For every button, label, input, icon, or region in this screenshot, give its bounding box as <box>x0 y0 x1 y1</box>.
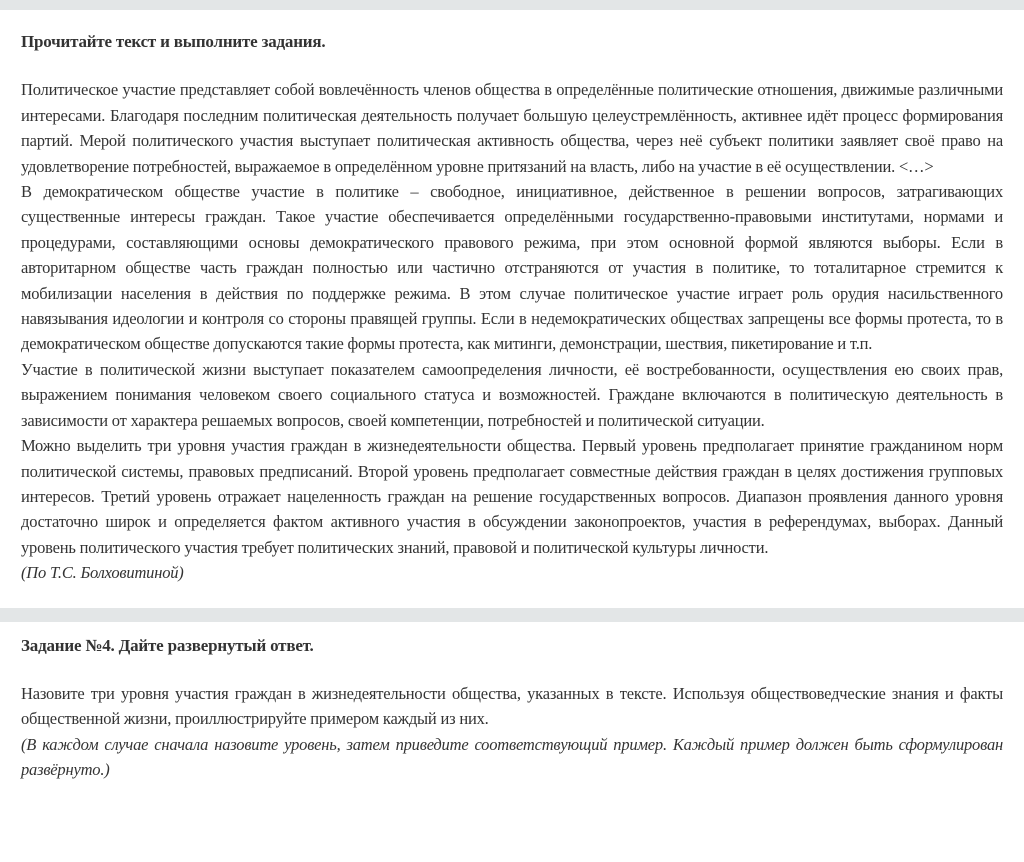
passage-paragraph-4: Можно выделить три уровня участия граждан в жизнедеятельности общества. Первый уровень предполагает принятие гражданином норм политической системы, правовых предписаний. Второй уровень предполагает совместные действия граждан в целях достижения групповых интересов. Третий уровень отражает нацеленность граждан на решение государственных вопросов. Диапазон проявления данного уровня достаточно широк и определяется фактом активного участия в обсуждении законопроектов, участия в референдумах, выборах. Данный уровень политического участия требует политических знаний, правовой и политической культуры личности. <box>21 436 1003 557</box>
task-body: Назовите три уровня участия граждан в жизнедеятельности общества, указанных в тексте. Используя обществоведческие знания и факты общественной жизни, проиллюстрируйте примером каждый из них. <box>21 683 1003 729</box>
task-heading: Задание №4. Дайте развернутый ответ. <box>21 635 314 655</box>
passage-paragraph-3: Участие в политической жизни выступает показателем самоопределения личности, её востребованности, осуществления ею своих прав, выражением понимания человеком своего социального статуса и возможностей. Граждане включаются в политическую деятельность в зависимости от характера решаемых вопросов, своей компетенции, потребностей и политической ситуации. <box>21 359 1003 430</box>
passage-paragraph-1: Политическое участие представляет собой вовлечённость членов общества в определённые политические отношения, движимые различными интересами. Благодаря последним политическая деятельность получает большую целеустремлённость, активнее идёт процесс формирования партий. Мерой политического участия выступает политическая активность общества, через неё субъект политики заявляет своё право на удовлетворение потребностей, выражаемое в определённом уровне притязаний на власть, либо на участие в её осуществлении. <…> <box>21 80 1003 176</box>
document <box>0 29 1024 783</box>
passage <box>21 77 1003 585</box>
passage-paragraph-2: В демократическом обществе участие в политике – свободное, инициативное, действенное в решении вопросов, затрагивающих существенные интересы граждан. Такое участие обеспечивается определёнными государственно-правовыми институтами, нормами и процедурами, составляющими основы демократического правового режима, при этом основной формой являются выборы. Если в авторитарном обществе часть граждан полностью или частично отстраняются от участия в политике, то тоталитарное стремится к мобилизации населения в действия по поддержке режима. В этом случае политическое участие играет роль орудия насильственного навязывания идеологии и контроля со стороны правящей группы. Если в недемократических обществах запрещены все формы протеста, то в демократическом обществе допускаются такие формы протеста, как митинги, демонстрации, шествия, пикетирование и т.п. <box>21 182 1003 354</box>
passage-section <box>0 29 1024 586</box>
section-divider <box>0 608 1024 622</box>
task-section <box>0 622 1024 783</box>
passage-attribution: (По Т.С. Болховитиной) <box>21 563 184 583</box>
top-bar <box>0 0 1024 10</box>
intro-heading: Прочитайте текст и выполните задания. <box>21 32 326 51</box>
task-note: (В каждом случае сначала назовите уровень, затем приведите соответствующий пример. Каждый пример должен быть сформулирован развёрнуто.) <box>21 734 1003 780</box>
